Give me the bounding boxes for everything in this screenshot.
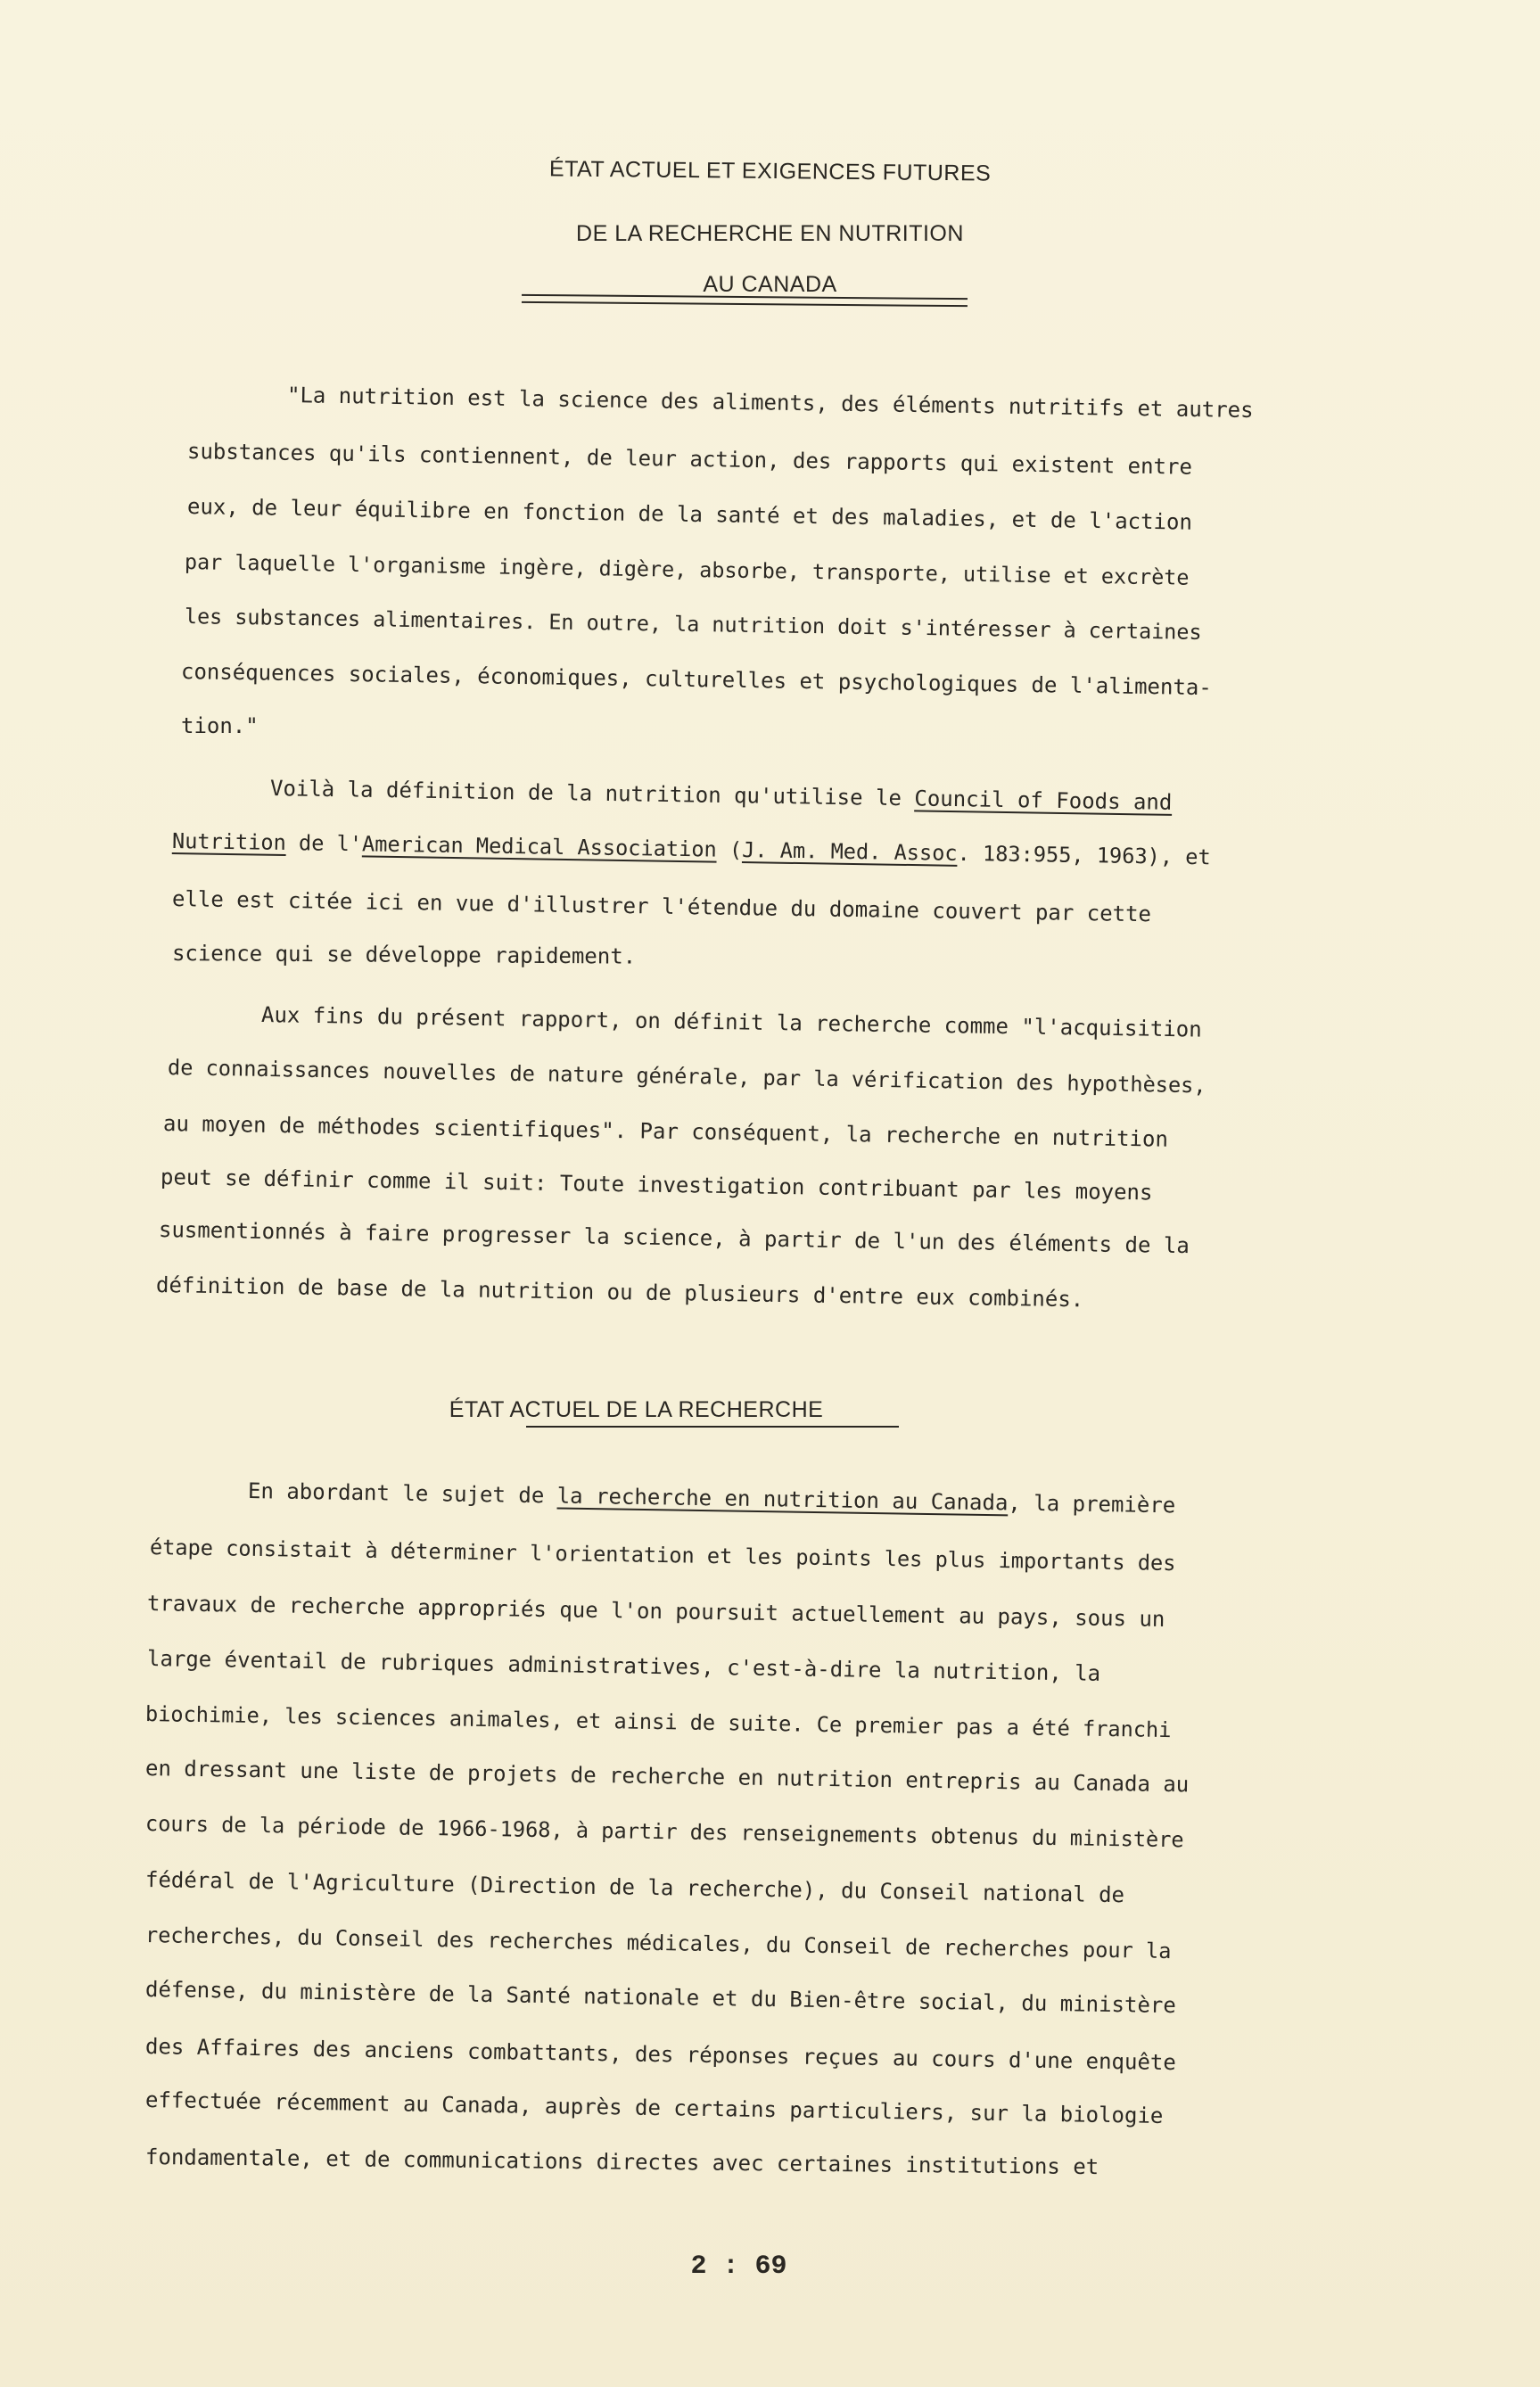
quote-line-5: les substances alimentaires. En outre, la nutrition doit s'intéresser à certaines bbox=[184, 604, 1202, 645]
para4-line-13: fondamentale, et de communications directes avec certaines institutions et bbox=[144, 2144, 1099, 2180]
para4-line-6: en dressant une liste de projets de recherche en nutrition entrepris au Canada au bbox=[144, 1756, 1190, 1798]
para2-line-3: elle est citée ici en vue d'illustrer l'étendue du domaine couvert par cette bbox=[171, 886, 1152, 927]
ama-link-text: American Medical Association bbox=[361, 831, 717, 862]
para4-line-11: des Affaires des anciens combattants, des réponses reçues au cours d'une enquête bbox=[144, 2034, 1177, 2076]
para4-line-3: travaux de recherche appropriés que l'on poursuit actuellement au pays, sous un bbox=[146, 1591, 1165, 1632]
para3-line-3: au moyen de méthodes scientifiques". Par conséquent, la recherche en nutrition bbox=[162, 1111, 1169, 1152]
council-link-text: Council of Foods and bbox=[914, 786, 1173, 815]
para3-line-2: de connaissances nouvelles de nature générale, par la vérification des hypothèses, bbox=[167, 1055, 1206, 1099]
para3-line-6: définition de base de la nutrition ou de plusieurs d'entre eux combinés. bbox=[155, 1272, 1084, 1313]
para4-line-8: fédéral de l'Agriculture (Direction de la recherche), du Conseil national de bbox=[144, 1867, 1125, 1908]
para4-line-1: En abordant le sujet de la recherche en nutrition au Canada, la première bbox=[247, 1478, 1176, 1519]
para2-line-2: Nutrition de l'American Medical Association (J. Am. Med. Assoc. 183:955, 1963), et bbox=[171, 828, 1211, 870]
section-heading-underline bbox=[526, 1426, 899, 1428]
quote-line-1: "La nutrition est la science des aliments, des éléments nutritifs et autres bbox=[286, 383, 1254, 424]
section-heading: ÉTAT ACTUEL DE LA RECHERCHE bbox=[449, 1397, 824, 1422]
para4-line-7: cours de la période de 1966-1968, à partir des renseignements obtenus du ministère bbox=[144, 1811, 1184, 1853]
research-canada-text: la recherche en nutrition au Canada bbox=[556, 1483, 1009, 1516]
quote-line-6: conséquences sociales, économiques, culturelles et psychologiques de l'alimenta- bbox=[180, 659, 1213, 701]
quote-line-2: substances qu'ils contiennent, de leur action, des rapports qui existent entre bbox=[186, 439, 1193, 480]
para3-line-1: Aux fins du présent rapport, on définit la recherche comme "l'acquisition bbox=[260, 1002, 1202, 1042]
para4-line-4: large éventail de rubriques administratives, c'est-à-dire la nutrition, la bbox=[146, 1646, 1101, 1686]
title-line-3: AU CANADA bbox=[703, 272, 837, 297]
quote-line-3: eux, de leur équilibre en fonction de la santé et des maladies, et de l'action bbox=[186, 494, 1193, 535]
para4-line-5: biochimie, les sciences animales, et ainsi de suite. Ce premier pas a été franchi bbox=[144, 1701, 1172, 1743]
para4-line-2: étape consistait à déterminer l'orientation et les points les plus importants des bbox=[149, 1535, 1176, 1576]
para3-line-5: susmentionnés à faire progresser la science, à partir de l'un des éléments de la bbox=[158, 1217, 1190, 1259]
para3-line-4: peut se définir comme il suit: Toute investigation contribuant par les moyens bbox=[160, 1165, 1153, 1206]
page-number: 2 : 69 bbox=[690, 2251, 787, 2282]
title-line-1: ÉTAT ACTUEL ET EXIGENCES FUTURES bbox=[548, 156, 992, 186]
journal-ref-text: J. Am. Med. Assoc bbox=[741, 837, 958, 866]
para4-line-10: défense, du ministère de la Santé nationale et du Bien-être social, du ministère bbox=[144, 1977, 1177, 2019]
quote-line-7: tion." bbox=[181, 713, 259, 738]
para4-line-12: effectuée récemment au Canada, auprès de certains particuliers, sur la biologie bbox=[144, 2087, 1164, 2128]
para2-line-4: science qui se développe rapidement. bbox=[171, 941, 637, 969]
quote-line-4: par laquelle l'organisme ingère, digère, absorbe, transporte, utilise et excrète bbox=[184, 549, 1190, 590]
para2-line-1: Voilà la définition de la nutrition qu'utilise le Council of Foods and bbox=[269, 776, 1173, 815]
para4-line-9: recherches, du Conseil des recherches médicales, du Conseil de recherches pour la bbox=[144, 1922, 1172, 1964]
title-line-2: DE LA RECHERCHE EN NUTRITION bbox=[576, 221, 964, 246]
